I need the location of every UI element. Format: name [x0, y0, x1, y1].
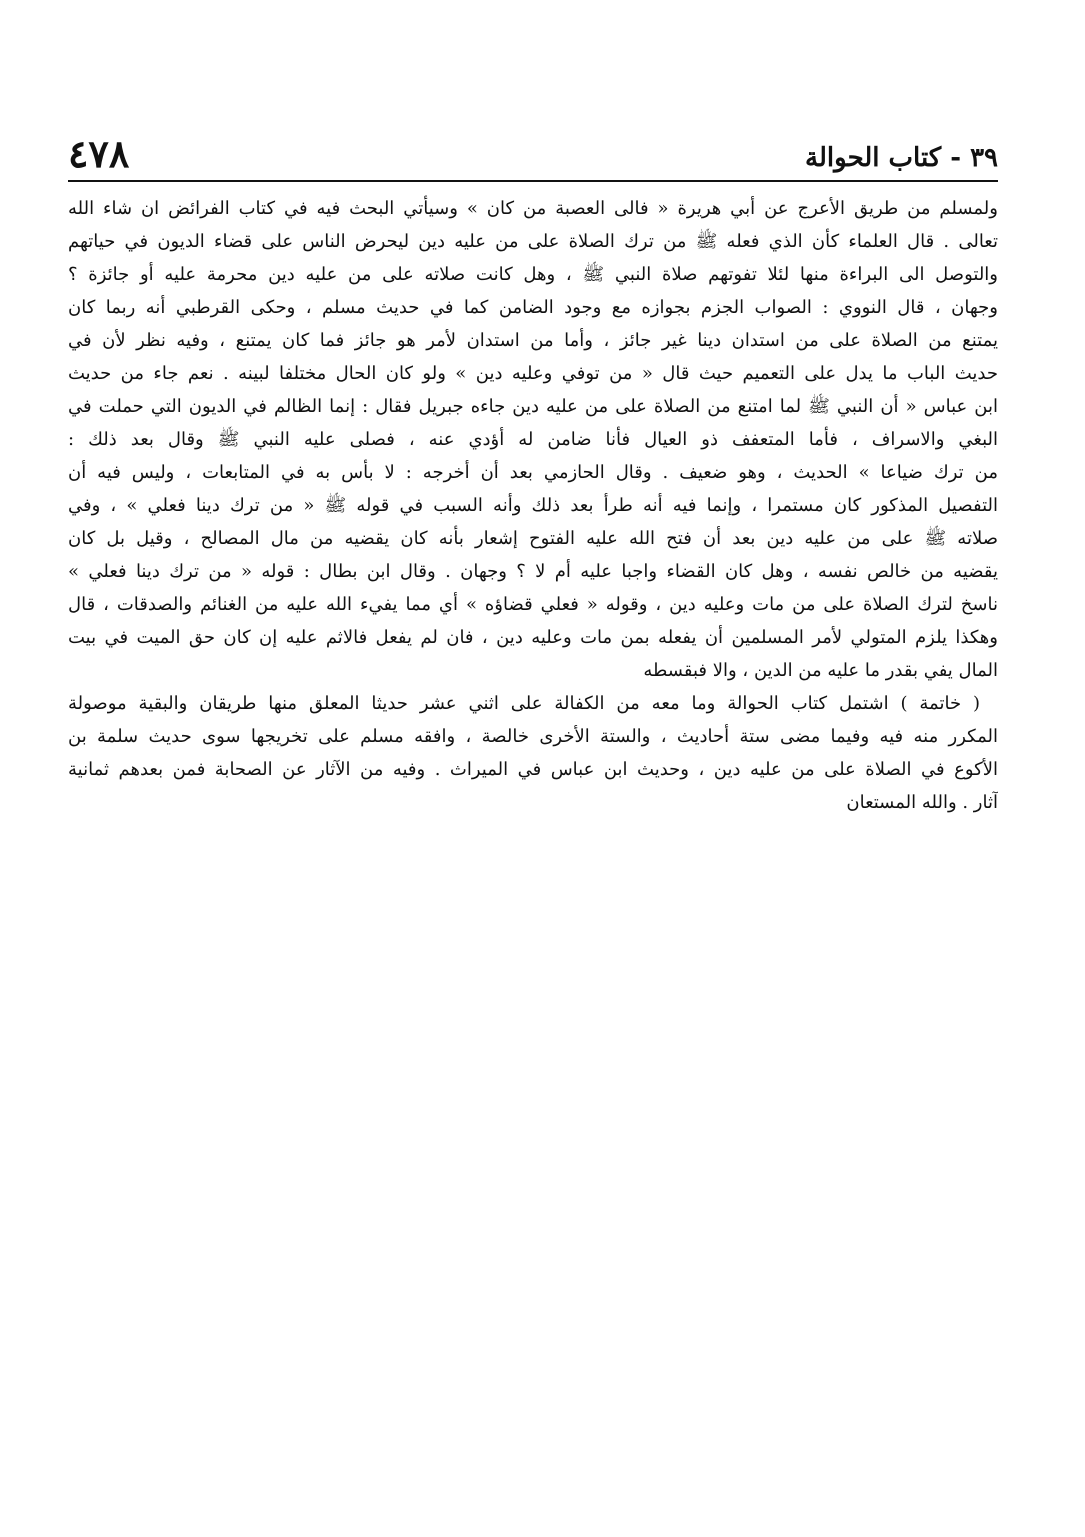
text-line: ( خاتمة ) اشتمل كتاب الحوالة وما معه من الكفالة على اثني عشر حديثا المعلق منها طريقان والبقية موصولة	[68, 693, 980, 714]
chapter-title: ٣٩ - كتاب الحوالة	[805, 143, 998, 173]
paragraph-commentary	[68, 192, 998, 687]
text-line: آثار . والله المستعان	[846, 792, 998, 813]
text-line: والتوصل الى البراءة منها لئلا تفوتهم صلاة النبي ﷺ ، وهل كانت صلاته على من عليه دين محرمة عليه أو جائزة ؟	[68, 264, 998, 285]
text-line: المال يفي بقدر ما عليه من الدين ، والا فبقسطه	[643, 660, 998, 681]
text-line: يقضيه من خالص نفسه ، وهل كان القضاء واجبا عليه أم لا ؟ وجهان . وقال ابن بطال : قوله « من ترك دينا فعلي »	[68, 561, 998, 582]
text-line: من ترك ضياعا » الحديث ، وهو ضعيف . وقال الحازمي بعد أن أخرجه : لا بأس به في المتابعات ، وليس فيه أن	[68, 462, 998, 483]
text-line: وجهان ، قال النووي : الصواب الجزم بجوازه مع وجود الضامن كما في حديث مسلم ، وحكى القرطبي أنه ربما كان	[68, 297, 998, 318]
text-line: المكرر منه فيه وفيما مضى ستة أحاديث ، والستة الأخرى خالصة ، وافقه مسلم على تخريجها سوى حديث سلمة بن	[68, 726, 998, 747]
page-header	[68, 130, 998, 180]
text-line: تعالى . قال العلماء كأن الذي فعله ﷺ من ترك الصلاة على من عليه دين ليحرض الناس على قضاء الديون في حياتهم	[68, 231, 998, 252]
text-line: التفصيل المذكور كان مستمرا ، وإنما فيه أنه طرأ بعد ذلك وأنه السبب في قوله ﷺ « من ترك دينا فعلي » ، وفي	[68, 495, 998, 516]
text-line: ناسخ لترك الصلاة على من مات وعليه دين ، وقوله « فعلي قضاؤه » أي مما يفيء الله عليه من الغنائم والصدقات ، قال	[68, 594, 998, 615]
page-number: ٤٧٨	[68, 131, 130, 176]
paragraph-conclusion	[68, 687, 998, 819]
text-line: وهكذا يلزم المتولي لأمر المسلمين أن يفعله بمن مات وعليه دين ، فان لم يفعل فالاثم عليه إن كان حق الميت في بيت	[68, 627, 998, 648]
text-line: يمتنع من الصلاة على من استدان دينا غير جائز ، وأما من استدان لأمر هو جائز فما كان يمتنع ، وفيه نظر لأن في	[68, 330, 998, 351]
text-line: ولمسلم من طريق الأعرج عن أبي هريرة « فالى العصبة من كان » وسيأتي البحث فيه في كتاب الفرائض ان شاء الله	[68, 198, 998, 219]
text-line: حديث الباب ما يدل على التعميم حيث قال « من توفي وعليه دين » ولو كان الحال مختلفا لبينه . نعم جاء من حديث	[68, 363, 998, 384]
header-divider	[68, 180, 998, 182]
text-line: صلاته ﷺ على من عليه دين بعد أن فتح الله عليه الفتوح إشعار بأنه كان يقضيه من مال المصالح ، وقيل بل كان	[68, 528, 998, 549]
text-line: ابن عباس « أن النبي ﷺ لما امتنع من الصلاة على من عليه دين جاءه جبريل فقال : إنما الظالم في الديون التي حملت في	[68, 396, 998, 417]
text-line: الأكوع في الصلاة على من عليه دين ، وحديث ابن عباس في الميراث . وفيه من الآثار عن الصحابة فمن بعدهم ثمانية	[68, 759, 998, 780]
body-text	[68, 192, 998, 819]
text-line: البغي والاسراف ، فأما المتعفف ذو العيال فأنا ضامن له أؤدي عنه ، فصلى عليه النبي ﷺ وقال بعد ذلك :	[68, 429, 998, 450]
